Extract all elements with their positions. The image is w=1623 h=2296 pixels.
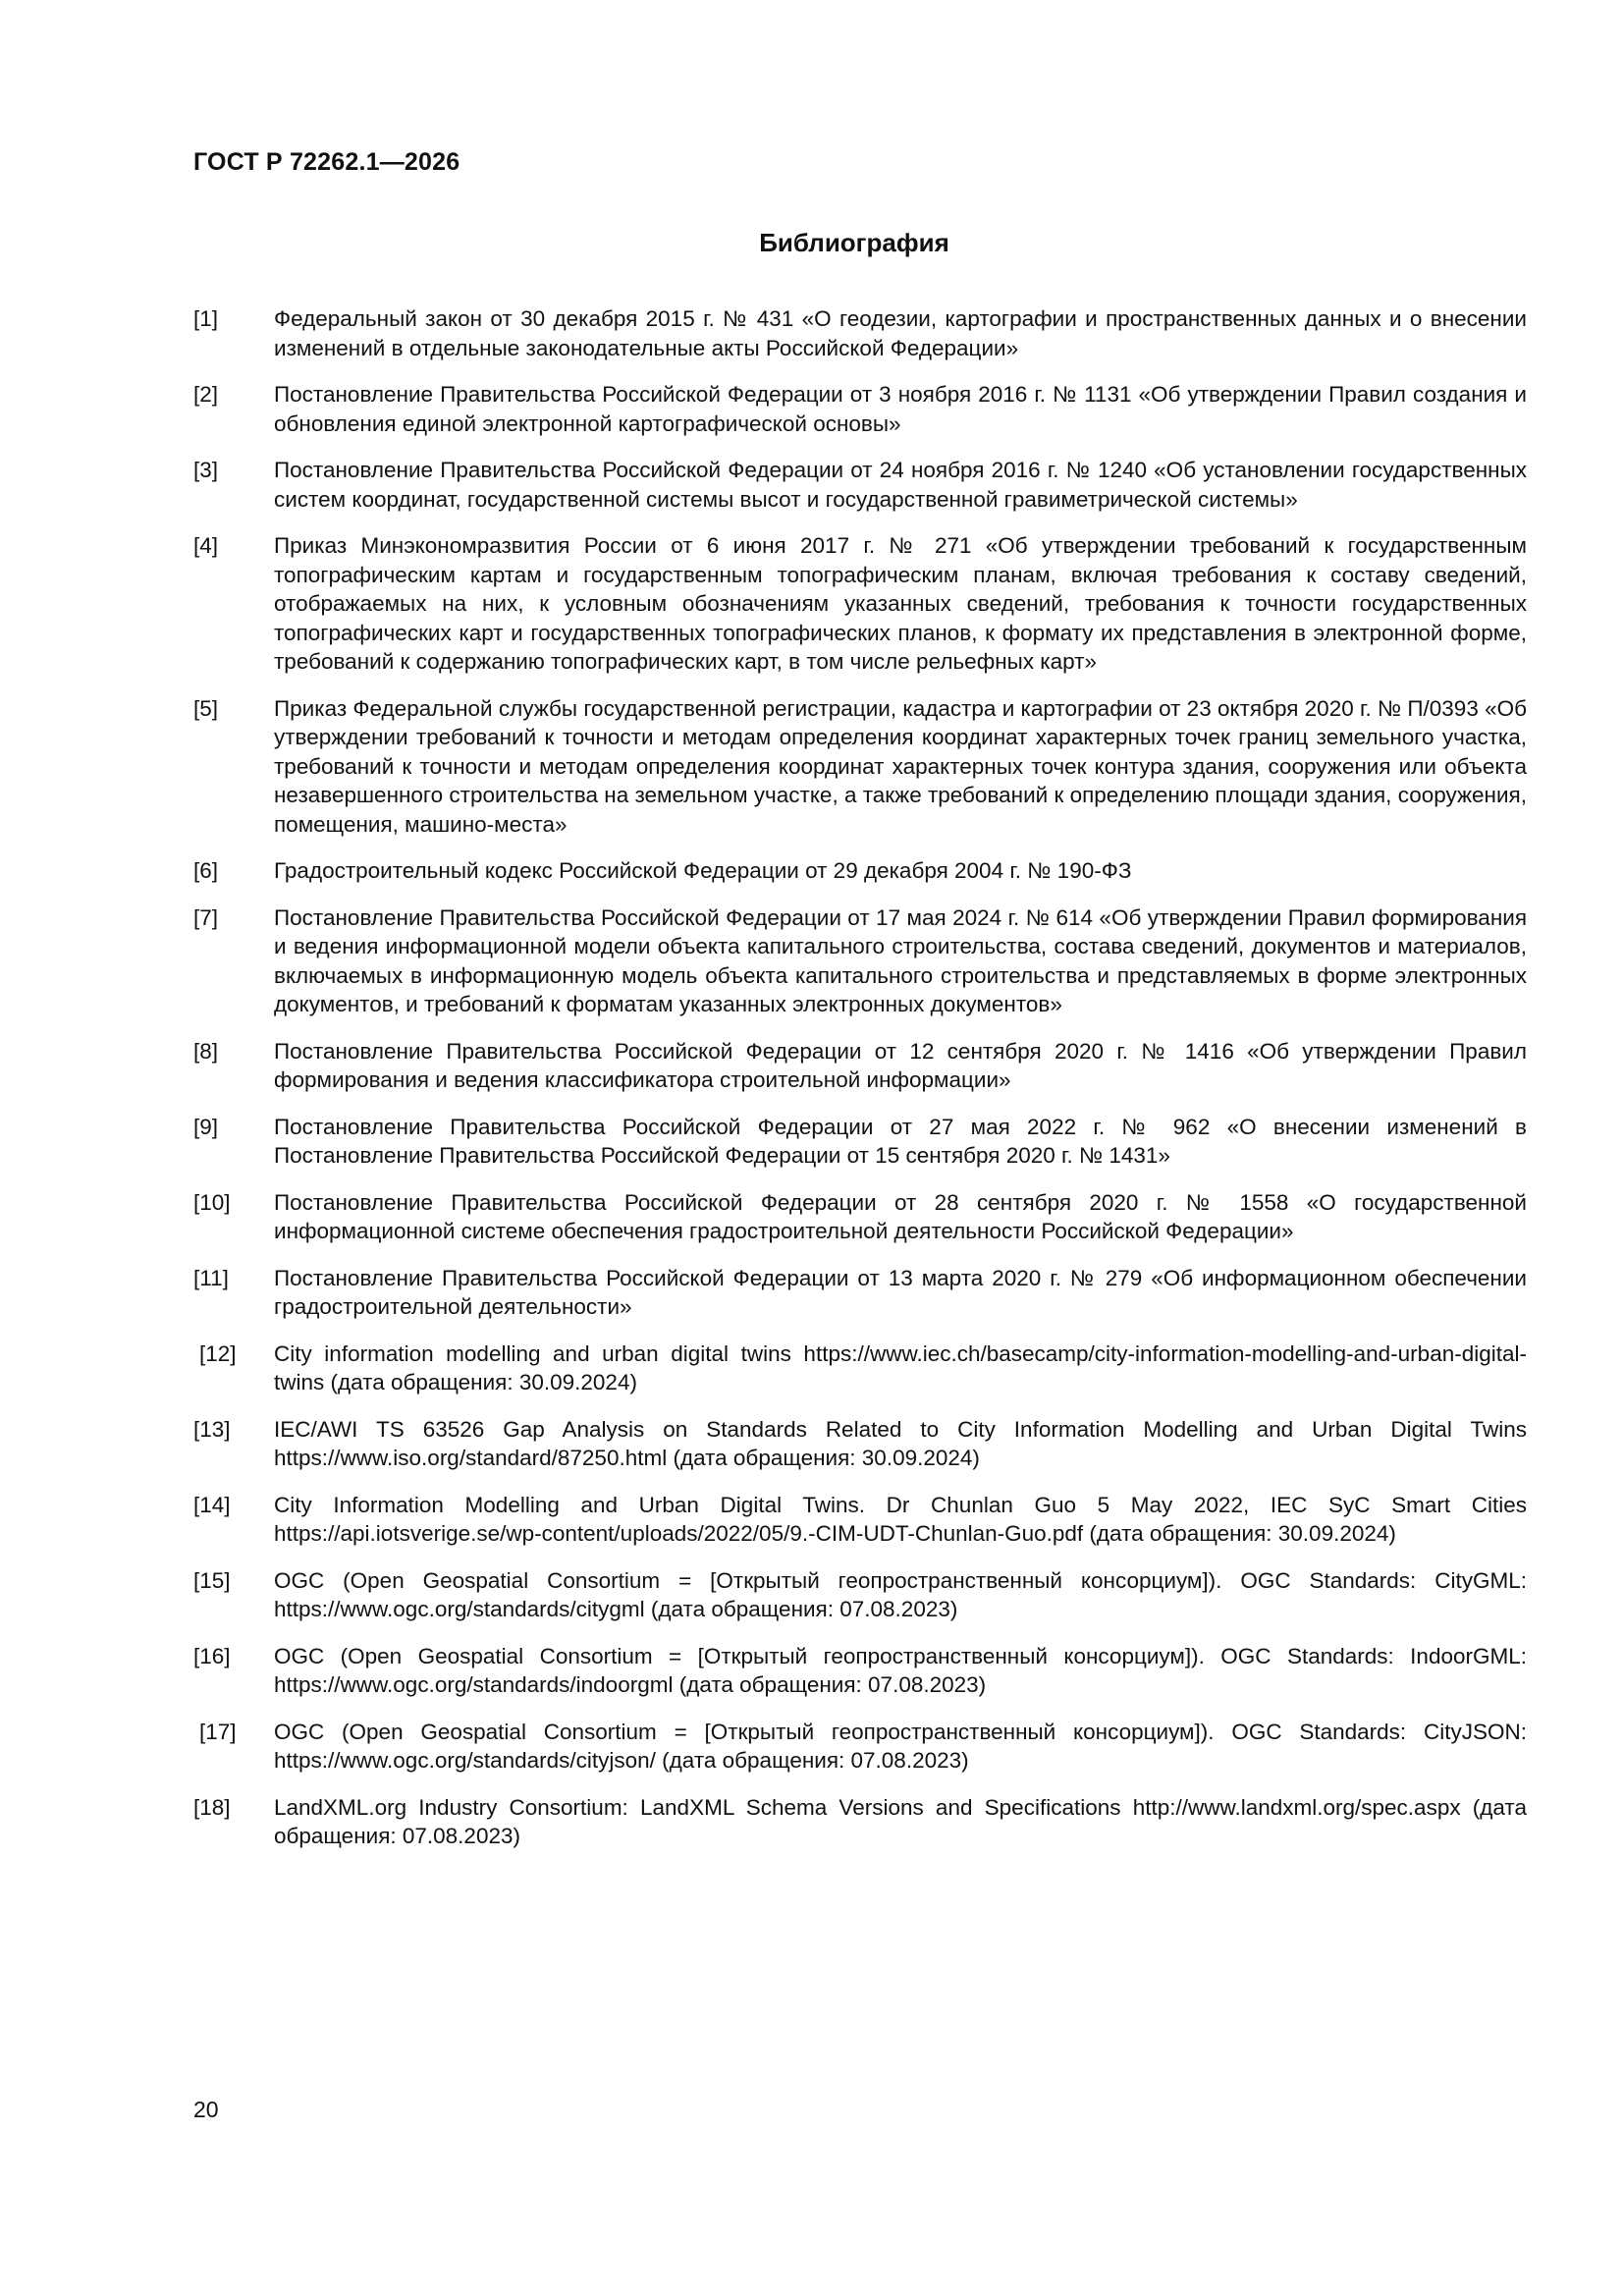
reference-text: OGC (Open Geospatial Consortium = [Открытый геопространственный консорциум]). OGC Standards: CityJSON: https://www.ogc.org/standards/cityjson/ (дата обращения: 07.08.2023) <box>274 1719 1527 1773</box>
reference-number: [7] <box>193 904 219 930</box>
reference-text: LandXML.org Industry Consortium: LandXML Schema Versions and Specifications http://www.landxml.org/spec.aspx (дата обращения: 07.08.2023) <box>274 1794 1527 1848</box>
list-item <box>193 456 1527 514</box>
list-item <box>193 380 1527 438</box>
list-item <box>193 1793 1527 1851</box>
reference-number: [10] <box>193 1189 231 1215</box>
reference-number: [9] <box>193 1114 219 1139</box>
list-item <box>193 1037 1527 1095</box>
reference-number: [6] <box>193 858 219 883</box>
reference-number: [8] <box>193 1038 219 1064</box>
list-item <box>193 1415 1527 1473</box>
document-header: ГОСТ Р 72262.1—2026 <box>193 148 460 176</box>
list-item <box>193 1339 1527 1397</box>
list-item <box>193 903 1527 1019</box>
reference-number: [15] <box>193 1567 231 1593</box>
reference-number: [1] <box>193 306 219 331</box>
reference-number: [14] <box>193 1492 231 1517</box>
reference-text: Постановление Правительства Российской Федерации от 17 мая 2024 г. № 614 «Об утверждении Правил формирования и ведения информационной модели объекта капитального строительства, состава сведений, документов и материалов, включаемых в информационную модель объекта капитального строительства и представляемых в форме электронных документов, и требований к форматам указанных электронных документов» <box>274 904 1527 1016</box>
reference-text: OGC (Open Geospatial Consortium = [Открытый геопространственный консорциум]). OGC Standards: IndoorGML: https://www.ogc.org/standards/indoorgml (дата обращения: 07.08.2023) <box>274 1643 1527 1697</box>
reference-number: [2] <box>193 382 219 407</box>
reference-text: Постановление Правительства Российской Федерации от 3 ноября 2016 г. № 1131 «Об утверждении Правил создания и обновления единой электронной картографической основы» <box>274 382 1527 436</box>
reference-text: Постановление Правительства Российской Федерации от 13 марта 2020 г. № 279 «Об информационном обеспечении градостроительной деятельности» <box>274 1265 1527 1319</box>
list-item <box>193 856 1527 886</box>
reference-text: Постановление Правительства Российской Федерации от 24 ноября 2016 г. № 1240 «Об установлении государственных систем координат, государственной системы высот и государственной гравиметрической системы» <box>274 458 1527 512</box>
reference-number: [18] <box>193 1794 231 1820</box>
reference-text: OGC (Open Geospatial Consortium = [Открытый геопространственный консорциум]). OGC Standards: CityGML: https://www.ogc.org/standards/citygml (дата обращения: 07.08.2023) <box>274 1567 1527 1621</box>
reference-text: Приказ Федеральной службы государственной регистрации, кадастра и картографии от 23 октября 2020 г. № П/0393 «Об утверждении требований к точности и методам определения координат характерных точек границ земельного участка, требований к точности и методам определения координат характерных точек контура здания, сооружения или объекта незавершенного строительства на земельном участке, а также требований к определению площади здания, сооружения, помещения, машино-места» <box>274 695 1527 837</box>
list-item <box>193 304 1527 362</box>
reference-text: City Information Modelling and Urban Digital Twins. Dr Chunlan Guo 5 May 2022, IEC SyC Smart Cities https://api.iotsverige.se/wp-content/uploads/2022/05/9.-CIM-UDT-Chunlan-Guo.pdf (дата обращения: 30.09.2024) <box>274 1492 1527 1546</box>
list-item <box>193 531 1527 677</box>
reference-text: Постановление Правительства Российской Федерации от 12 сентября 2020 г. № 1416 «Об утверждении Правил формирования и ведения классификатора строительной информации» <box>274 1038 1527 1092</box>
page-number: 20 <box>193 2097 219 2122</box>
reference-text: Постановление Правительства Российской Федерации от 28 сентября 2020 г. № 1558 «О государственной информационной системе обеспечения градостроительной деятельности Российской Федерации» <box>274 1189 1527 1243</box>
list-item <box>193 1491 1527 1549</box>
list-item <box>193 1188 1527 1246</box>
list-item <box>193 694 1527 840</box>
reference-text: Градостроительный кодекс Российской Федерации от 29 декабря 2004 г. № 190-ФЗ <box>274 858 1132 883</box>
reference-text: Постановление Правительства Российской Федерации от 27 мая 2022 г. № 962 «О внесении изменений в Постановление Правительства Российской Федерации от 15 сентября 2020 г. № 1431» <box>274 1114 1527 1168</box>
reference-number: [17] <box>199 1719 237 1744</box>
reference-text: City information modelling and urban digital twins https://www.iec.ch/basecamp/city-information-modelling-and-urban-digital-twins (дата обращения: 30.09.2024) <box>274 1340 1527 1394</box>
reference-number: [4] <box>193 533 219 558</box>
section-title: Библиография <box>759 228 949 257</box>
reference-number: [16] <box>193 1643 231 1668</box>
reference-number: [11] <box>193 1265 229 1290</box>
reference-text: Федеральный закон от 30 декабря 2015 г. № 431 «О геодезии, картографии и пространственных данных и о внесении изменений в отдельные законодательные акты Российской Федерации» <box>274 306 1527 360</box>
list-item <box>193 1264 1527 1322</box>
bibliography-list <box>193 304 1527 1869</box>
reference-number: [5] <box>193 695 219 721</box>
reference-text: IEC/AWI TS 63526 Gap Analysis on Standards Related to City Information Modelling and Urban Digital Twins https://www.iso.org/standard/87250.html (дата обращения: 30.09.2024) <box>274 1416 1527 1470</box>
list-item <box>193 1642 1527 1700</box>
reference-number: [13] <box>193 1416 231 1442</box>
reference-text: Приказ Минэкономразвития России от 6 июня 2017 г. № 271 «Об утверждении требований к государственным топографическим картам и государственным топографическим планам, включая требования к составу сведений, отображаемых на них, к условным обозначениям указанных сведений, требования к точности государственных топографических карт и государственных топографических планов, к формату их представления в электронной форме, требований к содержанию топографических карт, в том числе рельефных карт» <box>274 533 1527 674</box>
reference-number: [3] <box>193 458 219 482</box>
list-item <box>193 1113 1527 1171</box>
list-item <box>193 1718 1527 1776</box>
reference-number: [12] <box>199 1340 237 1366</box>
list-item <box>193 1566 1527 1624</box>
